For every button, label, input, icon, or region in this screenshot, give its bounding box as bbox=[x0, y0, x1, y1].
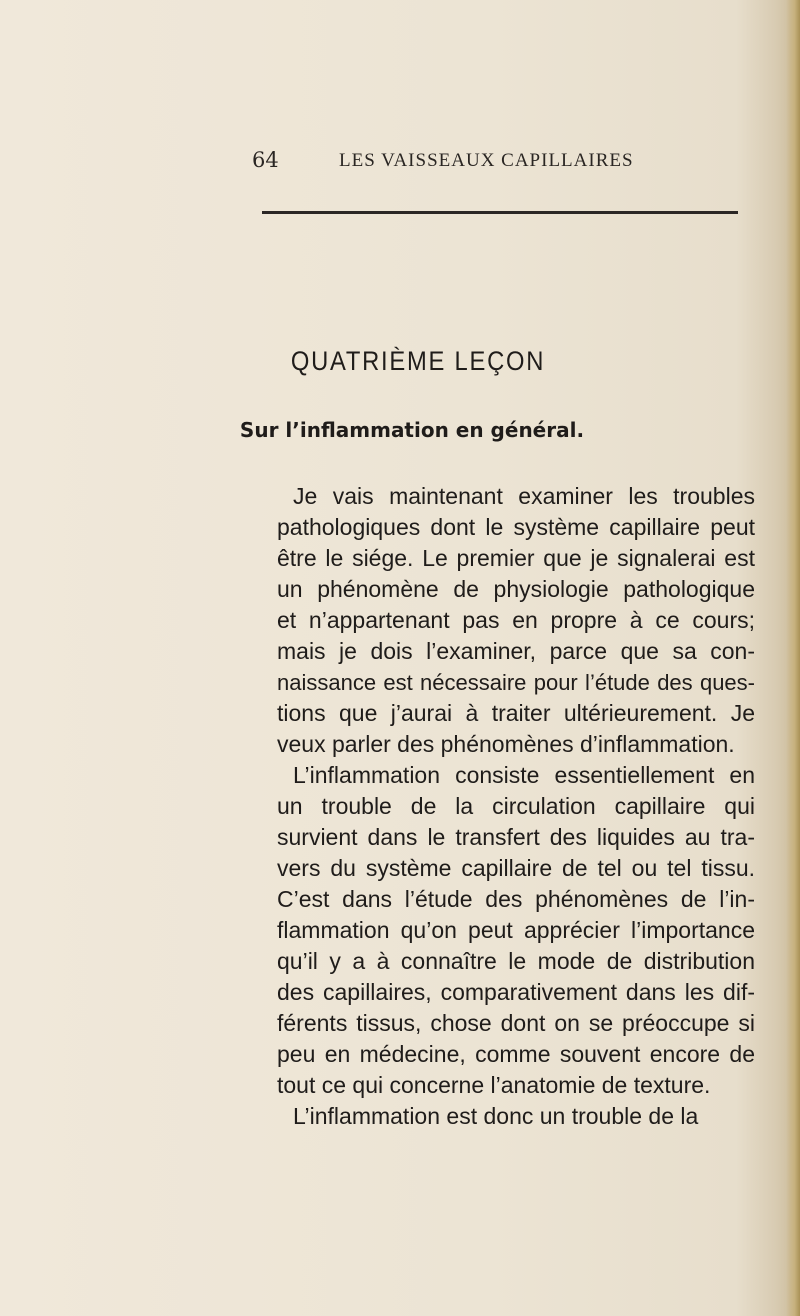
chapter-subtitle: Sur l’inflammation en général. bbox=[239, 418, 585, 442]
text-line: survient dans le transfert des liquides au tra- bbox=[277, 824, 755, 850]
text-line: mais je dois l’examiner, parce que sa con- bbox=[277, 638, 755, 664]
text-line: peu en médecine, comme souvent encore de bbox=[277, 1041, 755, 1067]
text-line: férents tissus, chose dont on se préoccupe si bbox=[277, 1010, 755, 1036]
text-line: qu’il y a à connaître le mode de distribution bbox=[277, 948, 755, 974]
text-line: veux parler des phénomènes d’inflammation. bbox=[277, 731, 735, 757]
body-text bbox=[277, 481, 755, 1132]
text-line: L’inflammation est donc un trouble de la bbox=[293, 1103, 699, 1129]
page-edge bbox=[786, 0, 800, 1316]
header-rule bbox=[262, 211, 738, 214]
text-line: des capillaires, comparativement dans les dif- bbox=[277, 979, 755, 1005]
text-line: vers du système capillaire de tel ou tel tissu. bbox=[277, 855, 755, 881]
text-line: être le siége. Le premier que je signalerai est bbox=[277, 545, 755, 571]
text-line: tout ce qui concerne l’anatomie de texture. bbox=[277, 1072, 711, 1098]
text-line: L’inflammation consiste essentiellement en bbox=[293, 762, 755, 788]
text-line: et n’appartenant pas en propre à ce cours; bbox=[277, 607, 755, 633]
running-head: LES VAISSEAUX CAPILLAIRES bbox=[339, 150, 634, 171]
text-line: Je vais maintenant examiner les troubles bbox=[293, 483, 755, 509]
text-line: flammation qu’on peut apprécier l’importance bbox=[277, 917, 755, 943]
page-number: 64 bbox=[252, 148, 279, 172]
text-line: naissance est nécessaire pour l’étude des ques- bbox=[277, 670, 755, 695]
text-line: un phénomène de physiologie pathologique bbox=[277, 576, 755, 602]
page-header bbox=[252, 148, 752, 178]
chapter-title: QUATRIÈME LEÇON bbox=[290, 346, 546, 376]
text-line: tions que j’aurai à traiter ultérieurement. Je bbox=[277, 700, 755, 726]
text-line: un trouble de la circulation capillaire qui bbox=[277, 793, 755, 819]
text-line: C’est dans l’étude des phénomènes de l’in- bbox=[277, 886, 755, 912]
text-line: pathologiques dont le système capillaire peut bbox=[277, 514, 755, 540]
